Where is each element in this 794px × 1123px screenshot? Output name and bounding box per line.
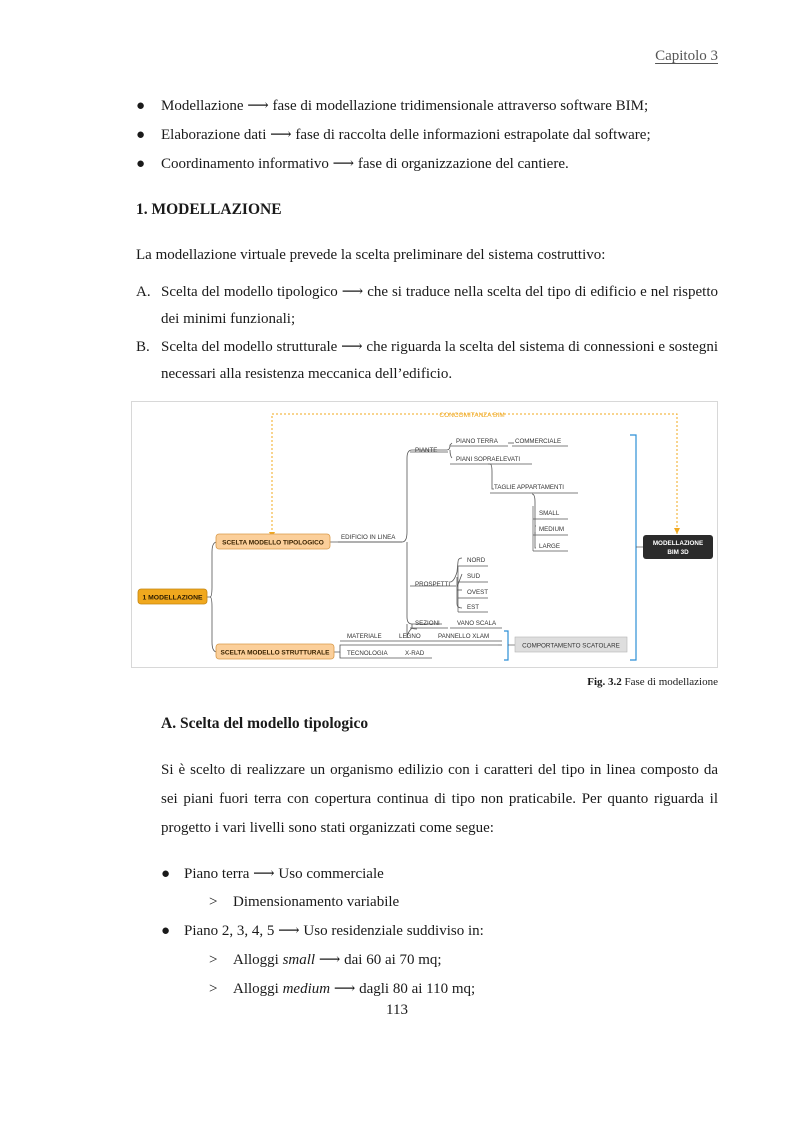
svg-text:1 MODELLAZIONE: 1 MODELLAZIONE (142, 594, 203, 602)
legno-label: LEGNO (399, 633, 421, 640)
xrad-label: X-RAD (405, 650, 425, 657)
svg-text:BIM 3D: BIM 3D (667, 549, 689, 556)
bullet-item: ● Coordinamento informativo ⟶ fase di organizzazione del cantiere. (136, 156, 569, 172)
choice-item (136, 279, 718, 333)
bullet-icon: ● (161, 923, 171, 939)
large-label: LARGE (539, 543, 560, 550)
caption-label: Fig. 3.2 (587, 676, 622, 688)
level-item: ● Piano terra ⟶ Uso commerciale (161, 866, 384, 882)
ovest-label: OVEST (467, 589, 488, 596)
structural-bracket (504, 631, 508, 660)
prospetti-label: PROSPETTI (415, 581, 451, 588)
level-subitem: > Alloggi medium ⟶ dagli 80 ai 110 mq; (209, 981, 476, 997)
chapter-header: Capitolo 3 (655, 48, 718, 64)
diagram-labels (341, 438, 564, 657)
choice-label: A. (136, 284, 151, 300)
bullet-item: ● Elaborazione dati ⟶ fase di raccolta delle informazioni estrapolate dal software; (136, 127, 651, 143)
tagli-label: TAGLIE APPARTAMENTI (494, 484, 565, 491)
choice-text: Scelta del modello tipologico ⟶ che si traduce nella scelta del tipo di edificio e nel rispetto dei minimi funzionali; (161, 284, 718, 327)
chevron-right-icon: > (209, 981, 218, 997)
svg-text:MODELLAZIONE: MODELLAZIONE (652, 540, 704, 547)
sezioni-label: SEZIONI (415, 620, 440, 627)
bullet-item: ● Modellazione ⟶ fase di modellazione tridimensionale attraverso software BIM; (136, 98, 649, 114)
nord-label: NORD (467, 557, 486, 564)
figure-caption (587, 676, 718, 688)
sud-label: SUD (467, 573, 481, 580)
est-label: EST (467, 604, 480, 611)
commerciale-label: COMMERCIALE (515, 438, 562, 445)
choice-label: B. (136, 339, 150, 355)
main-bracket (630, 435, 636, 660)
vano-scala-label: VANO SCALA (457, 620, 497, 627)
materiale-label: MATERIALE (347, 633, 382, 640)
edificio-label: EDIFICIO IN LINEA (341, 534, 396, 541)
piani-sopraelevati-label: PIANI SOPRAELEVATI (456, 456, 521, 463)
bullet-icon: ● (136, 156, 146, 172)
svg-text:SCELTA MODELLO STRUTTURALE: SCELTA MODELLO STRUTTURALE (220, 649, 330, 657)
chevron-right-icon: > (209, 894, 218, 910)
chevron-right-icon: > (209, 952, 218, 968)
svg-text:COMPORTAMENTO SCATOLARE: COMPORTAMENTO SCATOLARE (522, 642, 620, 650)
small-label: SMALL (539, 510, 560, 517)
subsection-title: A. Scelta del modello tipologico (161, 715, 369, 732)
pannello-label: PANNELLO XLAM (438, 633, 490, 640)
bullet-icon: ● (136, 98, 146, 114)
concomitanza-connector (272, 414, 677, 538)
concomitanza-label: CONCOMITANZA BIM (439, 412, 505, 419)
piante-label: PIANTE (415, 447, 438, 454)
page-number: 113 (386, 1002, 408, 1018)
arrow-icon (674, 528, 680, 534)
tecnologia-label: TECNOLOGIA (347, 650, 388, 657)
body-paragraph: Si è scelto di realizzare un organismo edilizio con i caratteri del tipo in linea composto da sei piani fuori terra con copertura continua di tipo non praticabile. Per quanto riguarda il progetto i vari livelli sono stati organizzati come segue: (161, 762, 718, 836)
intro-paragraph: La modellazione virtuale prevede la scelta preliminare del sistema costruttivo: (136, 247, 606, 263)
level-subitem: > Dimensionamento variabile (209, 894, 400, 910)
level-subitem: > Alloggi small ⟶ dai 60 ai 70 mq; (209, 952, 442, 968)
level-item: ● Piano 2, 3, 4, 5 ⟶ Uso residenziale suddiviso in: (161, 923, 484, 939)
medium-label: MEDIUM (539, 526, 565, 533)
svg-text:SCELTA MODELLO TIPOLOGICO: SCELTA MODELLO TIPOLOGICO (222, 539, 324, 547)
caption-text: Fase di modellazione (624, 676, 718, 688)
choice-text: Scelta del modello strutturale ⟶ che riguarda la scelta del sistema di connessioni e sostegni necessari alla resistenza meccanica dell’edificio. (161, 339, 718, 382)
bullet-icon: ● (161, 866, 171, 882)
choice-item (136, 334, 718, 388)
bullet-icon: ● (136, 127, 146, 143)
section-title: 1. MODELLAZIONE (136, 201, 282, 218)
piano-terra-label: PIANO TERRA (456, 438, 498, 445)
modellazione-diagram (131, 401, 718, 668)
